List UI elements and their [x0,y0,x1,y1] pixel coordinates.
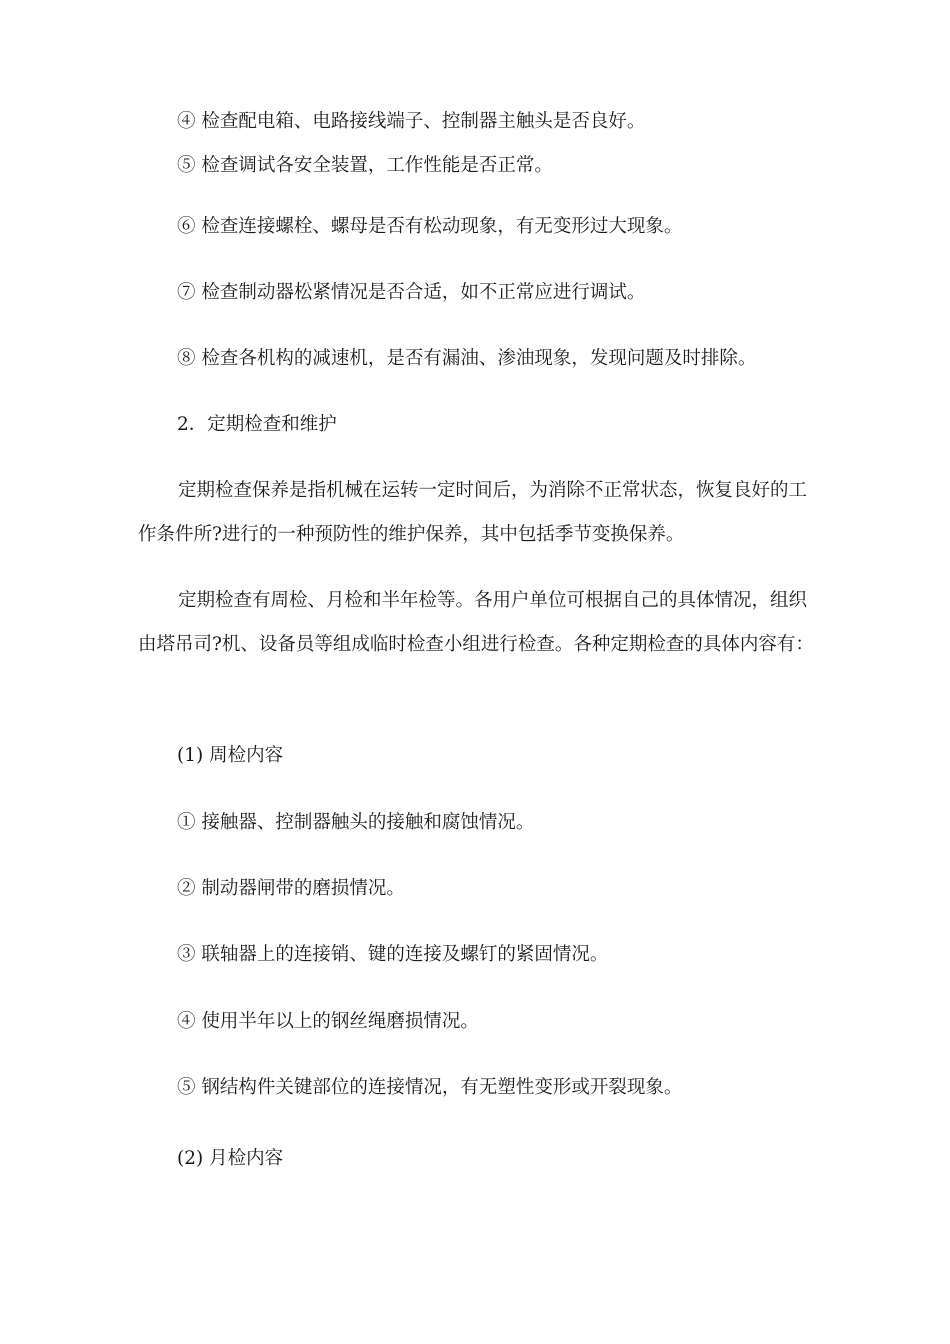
check-item-7: ⑦ 检查制动器松紧情况是否合适，如不正常应进行调试。 [177,282,646,303]
paragraph-periodic-maintenance: 定期检查保养是指机械在运转一定时间后，为消除不正常状态，恢复良好的工作条件所?进行的一种预防性的维护保养，其中包括季节变换保养。 [138,480,808,545]
weekly-item-4: ④ 使用半年以上的钢丝绳磨损情况。 [177,1011,479,1032]
check-item-4: ④ 检查配电箱、电路接线端子、控制器主触头是否良好。 [177,111,646,132]
weekly-item-2: ② 制动器闸带的磨损情况。 [177,878,405,899]
monthly-heading: (2) 月检内容 [177,1148,284,1169]
weekly-item-1: ① 接触器、控制器触头的接触和腐蚀情况。 [177,812,535,833]
weekly-item-5: ⑤ 钢结构件关键部位的连接情况，有无塑性变形或开裂现象。 [177,1077,683,1098]
paragraph-periodic-checks: 定期检查有周检、月检和半年检等。各用户单位可根据自己的具体情况，组织由塔吊司?机、设备员等组成临时检查小组进行检查。各种定期检查的具体内容有： [138,590,814,655]
check-item-6: ⑥ 检查连接螺栓、螺母是否有松动现象，有无变形过大现象。 [177,216,683,237]
weekly-heading: (1) 周检内容 [177,745,284,766]
check-item-5: ⑤ 检查调试各安全装置，工作性能是否正常。 [177,155,553,176]
weekly-item-3: ③ 联轴器上的连接销、键的连接及螺钉的紧固情况。 [177,944,609,965]
section-heading-periodic: 2．定期检查和维护 [177,414,337,435]
check-item-8: ⑧ 检查各机构的减速机，是否有漏油、渗油现象，发现问题及时排除。 [177,348,757,369]
